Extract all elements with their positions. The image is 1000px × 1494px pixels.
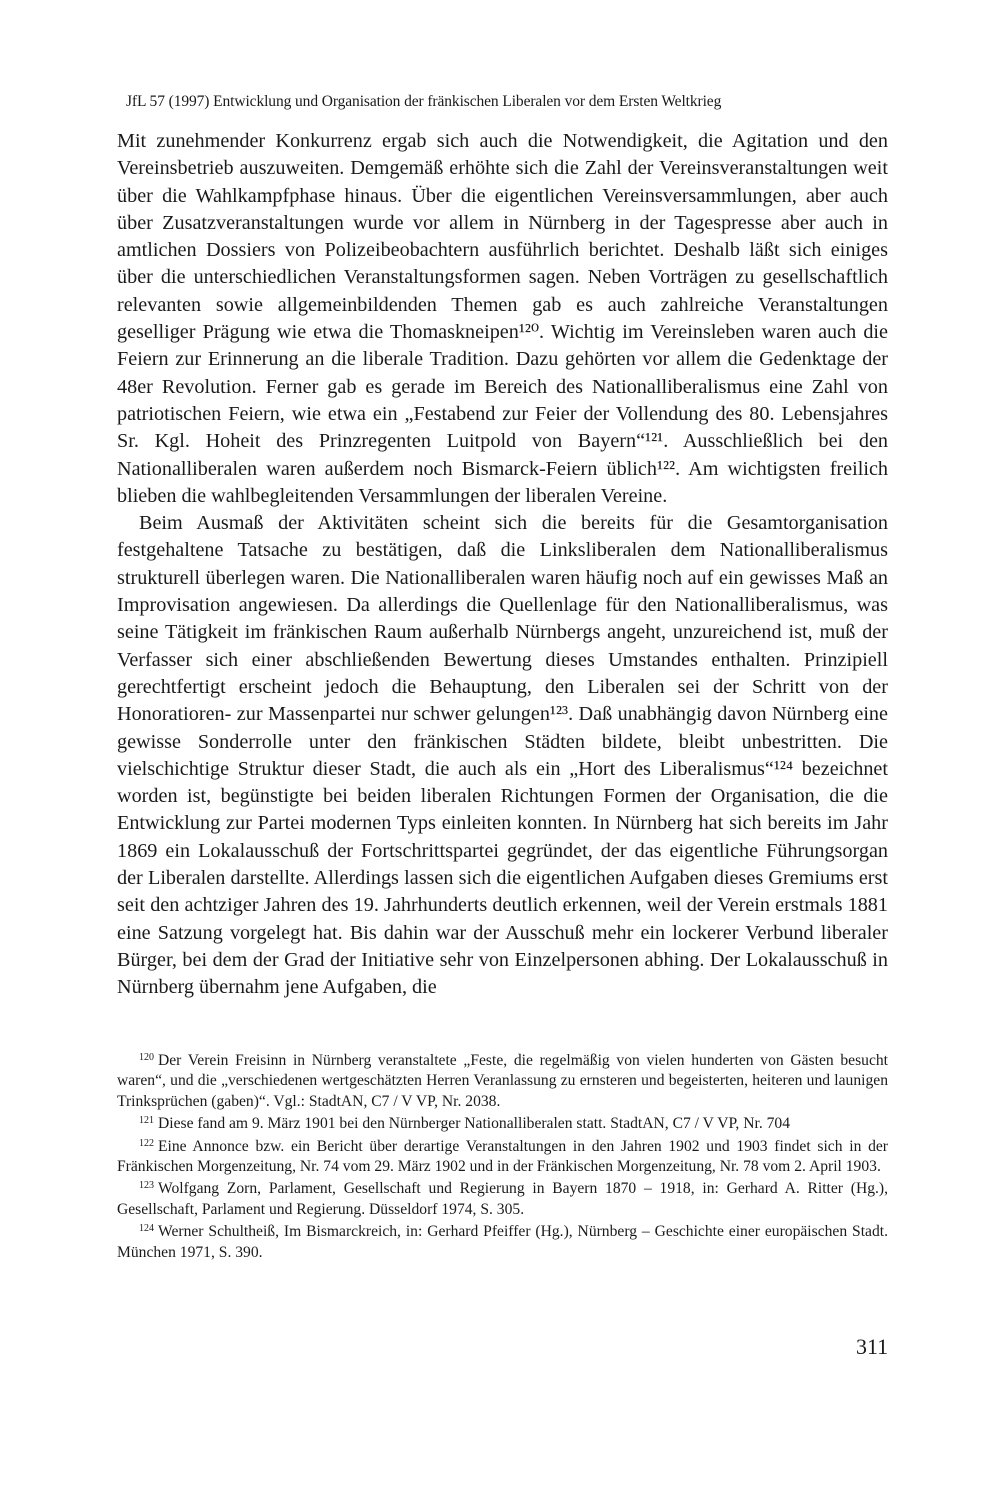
footnote-124 xyxy=(117,1222,888,1263)
footnote-number: 124 xyxy=(139,1223,154,1235)
footnote-121 xyxy=(117,1114,888,1134)
paragraph-2: Beim Ausmaß der Aktivitäten scheint sich die bereits für die Gesamtorganisation festgehaltene Tatsache zu bestätigen, daß die Linksliberalen dem Nationalliberalismus strukturell überlegen waren. Die Nationalliberalen waren häufig noch auf ein gewisses Maß an Improvisation angewiesen. Da allerdings die Quellenlage für den Nationalliberalismus, was seine Tätigkeit im fränkischen Raum außerhalb Nürnbergs angeht, unzureichend ist, muß der Verfasser sich einer abschließenden Bewertung dieses Umstandes enthalten. Prinzipiell gerechtfertigt erscheint jedoch die Behauptung, den Liberalen sei der Schritt von der Honoratioren- zur Massenpartei nur schwer gelungen¹²³. Daß unabhängig davon Nürnberg eine gewisse Sonderrolle unter den fränkischen Städten bildete, bleibt unbestritten. Die vielschichtige Struktur dieser Stadt, die auch als ein „Hort des Liberalismus“¹²⁴ bezeichnet worden ist, begünstigte bei beiden liberalen Richtungen Formen der Organisation, die die Entwicklung zur Partei modernen Typs einleiten konnten. In Nürnberg hat sich bereits im Jahr 1869 ein Lokalausschuß der Fortschrittspartei gegründet, der das eigentliche Führungsorgan der Liberalen darstellte. Allerdings lassen sich die eigentlichen Aufgaben dieses Gremiums erst seit den achtziger Jahren des 19. Jahrhunderts deutlich erkennen, weil der Verein erstmals 1881 eine Satzung vorgelegt hat. Bis dahin war der Ausschuß mehr ein lockerer Verbund liberaler Bürger, bei dem der Grad der Initiative sehr von Einzelpersonen abhing. Der Lokalausschuß in Nürnberg übernahm jene Aufgaben, die xyxy=(117,512,888,999)
footnote-123 xyxy=(117,1179,888,1220)
body-text xyxy=(117,128,888,1002)
footnote-text: Wolfgang Zorn, Parlament, Gesellschaft und Regierung in Bayern 1870 – 1918, in: Gerhard A. Ritter (Hg.), Gesellschaft, Parlament und Regierung. Düsseldorf 1974, S. 305. xyxy=(117,1180,888,1218)
footnote-number: 122 xyxy=(139,1137,154,1149)
footnote-text: Eine Annonce bzw. ein Bericht über derartige Veranstaltungen in den Jahren 1902 und 1903 findet sich in der Fränkischen Morgenzeitung, Nr. 74 vom 29. März 1902 und in der Fränkischen Morgenzeitung, Nr. 78 vom 2. April 1903. xyxy=(117,1137,888,1176)
paragraph-1: Mit zunehmender Konkurrenz ergab sich auch die Notwendigkeit, die Agitation und den Vereinsbetrieb auszuweiten. Demgemäß erhöhte sich die Zahl der Vereinsveranstaltungen weit über die Wahlkampfphase hinaus. Über die eigentlichen Vereinsversammlungen, aber auch über Zusatzveranstaltungen wurde vor allem in Nürnberg in der Tagespresse aber auch in amtlichen Dossiers von Polizeibeobachtern ausführlich berichtet. Deshalb läßt sich einiges über die unterschiedlichen Veranstaltungsformen sagen. Neben Vorträgen zu gesellschaftlich relevanten sowie allgemeinbildenden Themen gab es auch zahlreiche Veranstaltungen geselliger Prägung wie etwa die Thomaskneipen¹²⁰. Wichtig im Vereinsleben waren auch die Feiern zur Erinnerung an die liberale Tradition. Dazu gehörten vor allem die Gedenktage der 48er Revolution. Ferner gab es gerade im Bereich des Nationalliberalismus eine Zahl von patriotischen Feiern, wie etwa ein „Festabend zur Feier der Vollendung des 80. Lebensjahres Sr. Kgl. Hoheit des Prinzregenten Luitpold von Bayern“¹²¹. Ausschließlich bei den Nationalliberalen waren außerdem noch Bismarck-Feiern üblich¹²². Am wichtigsten freilich blieben die wahlbegleitenden Versammlungen der liberalen Vereine. xyxy=(117,130,888,507)
footnote-number: 123 xyxy=(139,1180,154,1192)
page-number: 311 xyxy=(856,1334,889,1359)
footnote-122 xyxy=(117,1137,888,1178)
footnote-number: 121 xyxy=(139,1115,154,1127)
running-head: JfL 57 (1997) Entwicklung und Organisation der fränkischen Liberalen vor dem Ersten Weltkrieg xyxy=(126,93,722,110)
footnote-text: Werner Schultheiß, Im Bismarckreich, in: Gerhard Pfeiffer (Hg.), Nürnberg – Geschichte einer europäischen Stadt. München 1971, S. 390. xyxy=(117,1223,888,1261)
footnote-text: Der Verein Freisinn in Nürnberg veranstaltete „Feste, die regelmäßig von vielen hunderten von Gästen besucht waren“, und die „verschiedenen wertgeschätzten Herren Veranlassung zu ernsteren und begeisterten, heiteren und launigen Trinksprüchen (gaben)“. Vgl.: StadtAN, C7 / V VP, Nr. 2038. xyxy=(117,1052,888,1110)
footnote-number: 120 xyxy=(139,1052,154,1063)
footnote-120 xyxy=(117,1051,888,1112)
footnotes xyxy=(117,1051,888,1265)
footnote-text: Diese fand am 9. März 1901 bei den Nürnberger Nationalliberalen statt. StadtAN, C7 / V VP, Nr. 704 xyxy=(158,1115,791,1133)
